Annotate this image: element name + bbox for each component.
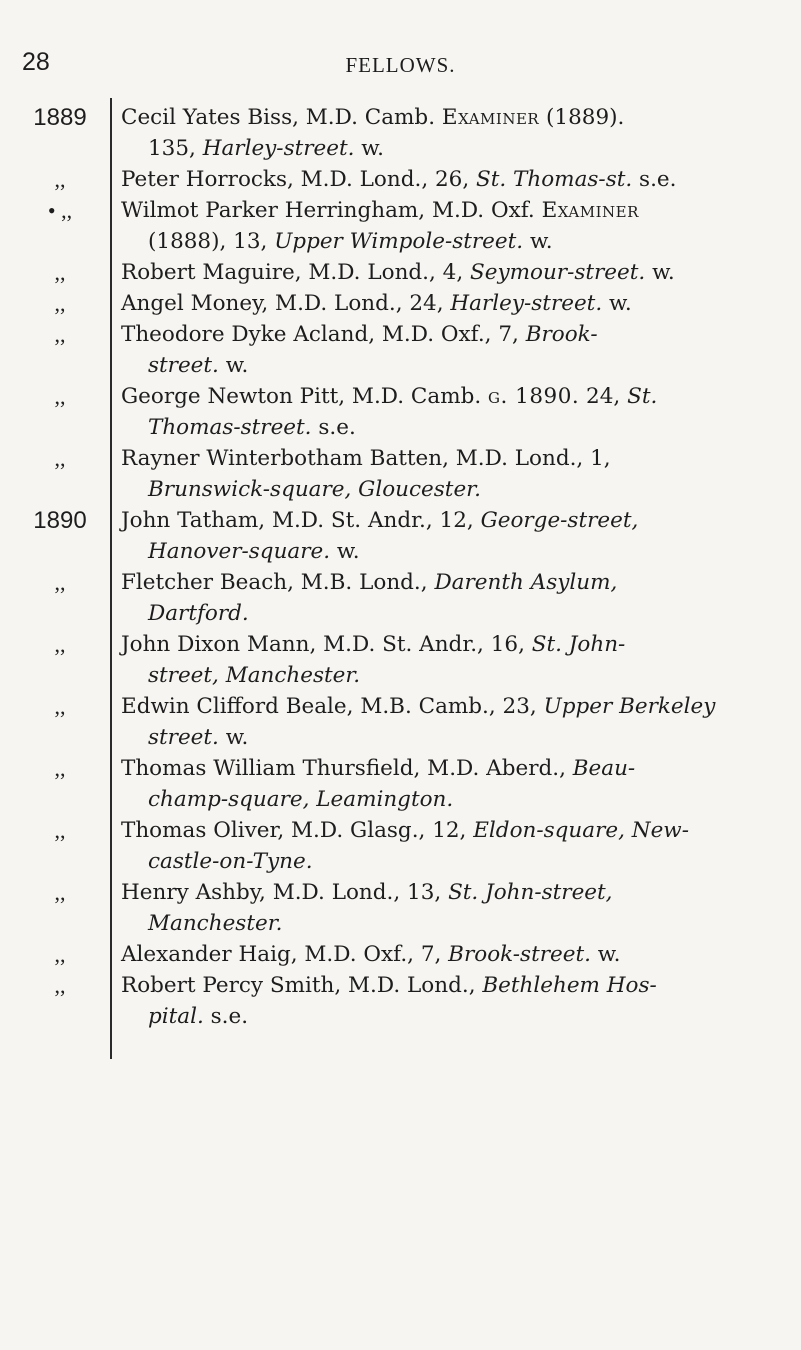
entry-text: Theodore Dyke Acland, M.D. Oxf., 7, — [121, 322, 526, 347]
address-text: pital. — [148, 1004, 204, 1029]
entry-line — [121, 877, 773, 908]
address-text: St. John- — [531, 632, 626, 657]
entry-line — [121, 133, 773, 164]
small-caps-text: Examiner — [441, 105, 540, 130]
entry-text: s.e. — [632, 167, 677, 192]
address-text: St. — [627, 384, 658, 409]
entry-text: 135, — [148, 136, 203, 161]
election-year: ,, — [54, 942, 66, 967]
entry-text: w. — [354, 136, 384, 161]
entry-line — [121, 443, 773, 474]
address-text: Upper Wimpole-street. — [274, 229, 524, 254]
entry-line — [121, 505, 773, 536]
fellow-text — [121, 939, 773, 970]
entry-line — [121, 536, 773, 567]
entry-text: Alexander Haig, M.D. Oxf., 7, — [121, 942, 449, 967]
election-year: ,, — [54, 570, 66, 595]
election-year: ,, — [54, 973, 66, 998]
entry-text: Henry Ashby, M.D. Lond., 13, — [121, 880, 449, 905]
running-head: FELLOWS. — [345, 53, 456, 77]
entry-text: w. — [602, 291, 632, 316]
fellow-text — [121, 629, 773, 691]
fellow-text — [121, 505, 773, 567]
fellow-entry — [0, 319, 801, 381]
entry-line — [121, 846, 773, 877]
entry-line — [121, 784, 773, 815]
entry-line — [121, 567, 773, 598]
address-text: champ-square, Leamington. — [148, 787, 454, 812]
entry-line — [121, 722, 773, 753]
entry-text: Peter Horrocks, M.D. Lond., 26, — [121, 167, 477, 192]
fellow-text — [121, 815, 773, 877]
fellow-text — [121, 381, 773, 443]
address-text: Harley-street. — [202, 136, 355, 161]
fellow-entry — [0, 195, 801, 257]
election-year: 1890 — [33, 507, 87, 534]
fellow-entry — [0, 877, 801, 939]
entry-text: Wilmot Parker Herringham, M.D. Oxf. — [121, 198, 542, 223]
fellow-entry — [0, 505, 801, 567]
address-text: Upper Berkeley — [543, 694, 716, 719]
small-caps-text: g. 1890. — [488, 384, 580, 409]
fellow-text — [121, 102, 773, 164]
entry-text: Edwin Clifford Beale, M.B. Camb., 23, — [121, 694, 544, 719]
entry-line — [121, 629, 773, 660]
entry-line — [121, 257, 773, 288]
address-text: Brook-street. — [448, 942, 591, 967]
fellow-text — [121, 319, 773, 381]
entry-text: George Newton Pitt, M.D. Camb. — [121, 384, 489, 409]
fellow-text — [121, 195, 773, 257]
entry-line — [121, 753, 773, 784]
entry-line — [121, 350, 773, 381]
fellow-text — [121, 288, 773, 319]
address-text: Harley-street. — [450, 291, 603, 316]
address-text: Dartford. — [148, 601, 249, 626]
address-text: Brook- — [525, 322, 598, 347]
entry-line — [121, 939, 773, 970]
fellow-entry — [0, 970, 801, 1032]
entry-text: Robert Percy Smith, M.D. Lond., — [121, 973, 483, 998]
address-text: Eldon-square, New- — [473, 818, 689, 843]
fellow-text — [121, 164, 773, 195]
fellow-text — [121, 753, 773, 815]
page-number: 28 — [22, 48, 50, 76]
entry-text: w. — [523, 229, 553, 254]
entry-text: w. — [218, 353, 249, 378]
entry-text: s.e. — [203, 1004, 249, 1029]
entry-text: Robert Maguire, M.D. Lond., 4, — [121, 260, 471, 285]
fellows-list — [0, 102, 801, 1032]
entry-text: (1889). — [539, 105, 625, 130]
entry-line — [121, 908, 773, 939]
fellow-entry — [0, 164, 801, 195]
entry-text: 24, — [579, 384, 628, 409]
entry-text: w. — [218, 725, 249, 750]
election-year: • ,, — [47, 198, 73, 223]
entry-text: s.e. — [311, 415, 356, 440]
address-text: street. — [148, 353, 219, 378]
entry-text: (1888), 13, — [148, 229, 275, 254]
entry-text: John Dixon Mann, M.D. St. Andr., 16, — [121, 632, 532, 657]
fellow-entry — [0, 815, 801, 877]
entry-line — [121, 226, 773, 257]
address-text: Seymour-street. — [470, 260, 646, 285]
election-year: ,, — [54, 260, 66, 285]
address-text: Thomas-street. — [148, 415, 312, 440]
fellow-text — [121, 877, 773, 939]
entry-line — [121, 815, 773, 846]
election-year: ,, — [54, 632, 66, 657]
entry-text: Angel Money, M.D. Lond., 24, — [121, 291, 451, 316]
fellow-entry — [0, 288, 801, 319]
entry-line — [121, 598, 773, 629]
address-text: Hanover-square. — [148, 539, 331, 564]
fellow-entry — [0, 753, 801, 815]
fellow-text — [121, 443, 773, 505]
address-text: street, Manchester. — [148, 663, 361, 688]
fellow-entry — [0, 443, 801, 505]
address-text: Darenth Asylum, — [434, 570, 618, 595]
entry-line — [121, 102, 773, 133]
fellow-text — [121, 691, 773, 753]
address-text: Beau- — [572, 756, 636, 781]
fellow-entry — [0, 691, 801, 753]
entry-line — [121, 412, 773, 443]
entry-line — [121, 164, 773, 195]
address-text: street. — [148, 725, 219, 750]
election-year: ,, — [54, 167, 66, 192]
address-text: St. Thomas-st. — [476, 167, 633, 192]
entry-text: Cecil Yates Biss, M.D. Camb. — [121, 105, 442, 130]
election-year: ,, — [54, 880, 66, 905]
address-text: Brunswick-square, Gloucester. — [148, 477, 481, 502]
entry-text: Thomas William Thursfield, M.D. Aberd., — [121, 756, 573, 781]
fellow-entry — [0, 629, 801, 691]
entry-line — [121, 288, 773, 319]
fellow-entry — [0, 102, 801, 164]
address-text: St. John-street, — [448, 880, 613, 905]
entry-text: w. — [330, 539, 360, 564]
address-text: castle-on-Tyne. — [148, 849, 313, 874]
entry-line — [121, 195, 773, 226]
election-year: ,, — [54, 818, 66, 843]
entry-text: Rayner Winterbotham Batten, M.D. Lond., 1, — [121, 446, 611, 471]
small-caps-text: Examiner — [541, 198, 639, 223]
entry-text: w. — [645, 260, 675, 285]
election-year: ,, — [54, 446, 66, 471]
fellow-entry — [0, 381, 801, 443]
entry-text: w. — [590, 942, 621, 967]
fellow-text — [121, 970, 773, 1032]
fellow-entry — [0, 257, 801, 288]
entry-line — [121, 1001, 773, 1032]
entry-line — [121, 381, 773, 412]
entry-line — [121, 970, 773, 1001]
election-year: ,, — [54, 291, 66, 316]
entry-text: Thomas Oliver, M.D. Glasg., 12, — [121, 818, 474, 843]
fellow-text — [121, 257, 773, 288]
fellow-entry — [0, 567, 801, 629]
election-year: ,, — [54, 694, 66, 719]
address-text: Manchester. — [148, 911, 283, 936]
election-year: ,, — [54, 756, 66, 781]
entry-line — [121, 474, 773, 505]
entry-text: John Tatham, M.D. St. Andr., 12, — [121, 508, 481, 533]
entry-line — [121, 691, 773, 722]
election-year: ,, — [54, 384, 66, 409]
entry-text: Fletcher Beach, M.B. Lond., — [121, 570, 435, 595]
address-text: George-street, — [480, 508, 639, 533]
entry-line — [121, 319, 773, 350]
address-text: Bethlehem Hos- — [482, 973, 657, 998]
fellow-entry — [0, 939, 801, 970]
fellow-text — [121, 567, 773, 629]
election-year: ,, — [54, 322, 66, 347]
entry-line — [121, 660, 773, 691]
election-year: 1889 — [33, 104, 87, 131]
